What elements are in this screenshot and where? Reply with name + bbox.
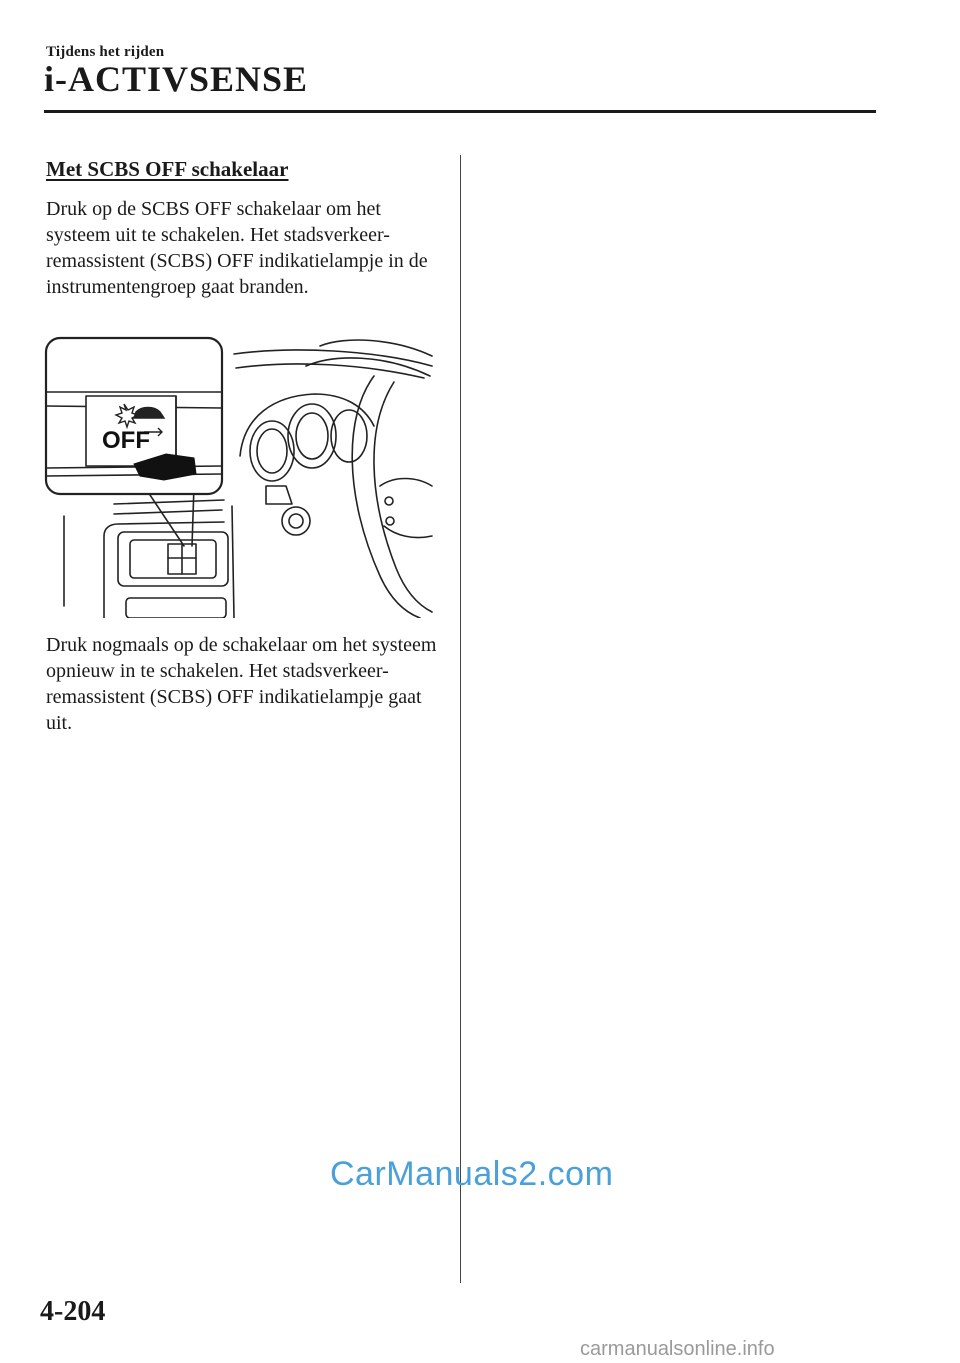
header-rule bbox=[44, 110, 876, 113]
footer-site-link[interactable]: carmanualsonline.info bbox=[580, 1338, 775, 1360]
steering-wheel-rim bbox=[352, 376, 420, 618]
dash-top-line bbox=[234, 350, 432, 366]
off-label: OFF bbox=[102, 427, 150, 454]
paragraph-switch-off: Druk op de SCBS OFF schakelaar om het systeem uit te schakelen. Het stadsverkeer-remassistent (SCBS) OFF indikatielampje in de instrumentengroep gaat branden. bbox=[46, 198, 428, 298]
dashboard-illustration bbox=[44, 336, 434, 618]
steering-spoke bbox=[380, 479, 432, 487]
watermark: CarManuals2.com bbox=[330, 1155, 614, 1193]
subsection-heading: Met SCBS OFF schakelaar bbox=[46, 157, 289, 181]
paragraph-switch-on: Druk nogmaals op de schakelaar om het systeem opnieuw in te schakelen. Het stadsverkeer-remassistent (SCBS) OFF indikatielampje gaat uit. bbox=[46, 634, 437, 734]
dash-edge bbox=[232, 506, 234, 618]
chapter-title: Tijdens het rijden bbox=[46, 44, 165, 60]
column-divider bbox=[460, 155, 461, 1283]
section-title: i-ACTIVSENSE bbox=[44, 59, 309, 99]
ignition-lock bbox=[282, 507, 310, 535]
page-number: 4-204 bbox=[40, 1296, 106, 1327]
steering-wheel-top bbox=[320, 340, 432, 356]
